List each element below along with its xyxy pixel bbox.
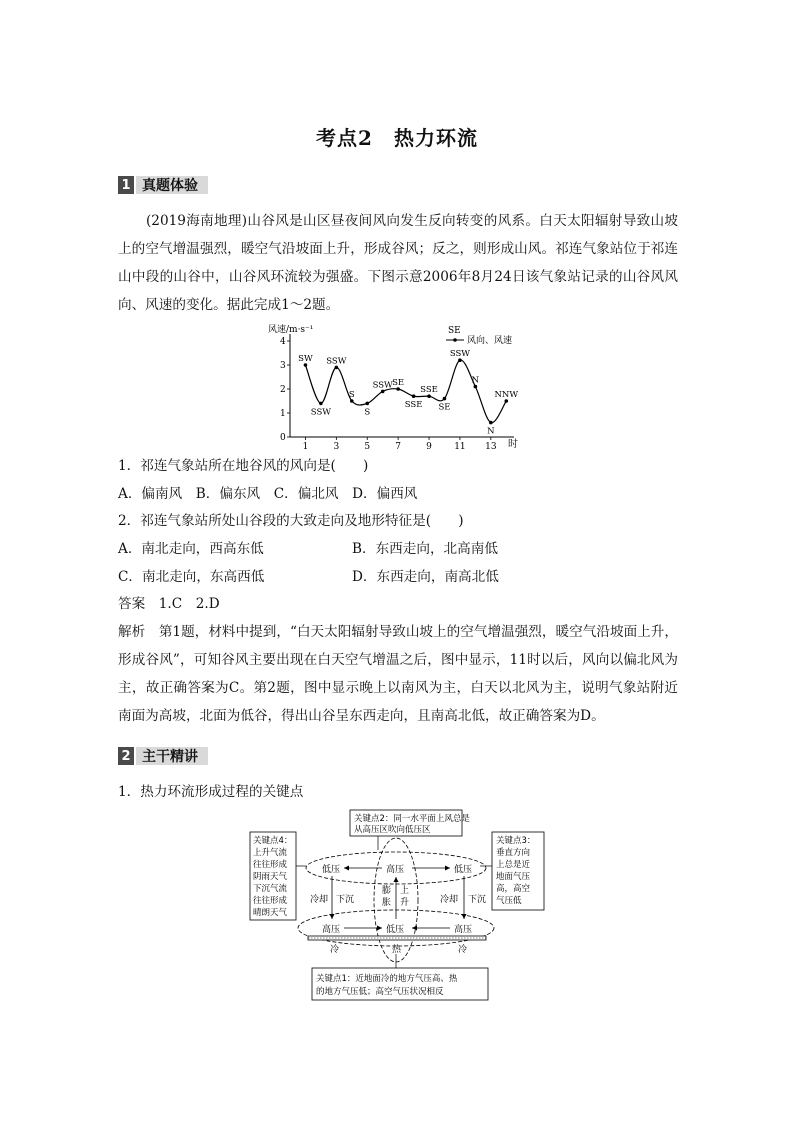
y-ticks: [280, 337, 290, 443]
key4-line1: 关键点4：: [253, 836, 293, 846]
section-header-1: [118, 174, 208, 196]
center-rise-2: 升: [400, 898, 410, 908]
direction-label: SW: [298, 354, 313, 364]
q2-option-d: D．东西走向，南高北低: [352, 569, 499, 585]
lower-left-pressure: 高压: [322, 925, 341, 935]
data-point: [365, 402, 369, 406]
direction-label: SSW: [326, 356, 347, 367]
section-number: 1: [118, 176, 134, 194]
x-ticks: [303, 437, 497, 450]
data-points: [298, 349, 518, 436]
x-tick-label: 5: [364, 442, 371, 450]
thermal-circulation-diagram: [248, 808, 548, 1004]
q2-option-b: B．东西走向，北高南低: [352, 541, 498, 557]
point-heading: 1．热力环流形成过程的关键点: [118, 784, 304, 800]
wind-chart: [262, 320, 532, 450]
section-number: 2: [118, 747, 134, 765]
key4-line3: 往往形成: [253, 860, 288, 870]
direction-label: SE: [392, 378, 405, 388]
section-label: 主干精讲: [136, 747, 208, 765]
wind-speed-line: [305, 360, 506, 423]
y-tick-label: 4: [280, 337, 286, 347]
q2-stem: 2．祁连气象站所处山谷段的大致走向及地形特征是( ): [118, 513, 464, 529]
key1-line2: 的地方气压低；高空气压状况相反: [316, 987, 444, 997]
left-cooling-label: 冷却: [310, 895, 329, 905]
lower-right-pressure: 高压: [454, 925, 473, 935]
direction-label: SSE: [404, 400, 423, 411]
direction-label: SSE: [420, 385, 438, 396]
center-rise-1: 上: [400, 886, 410, 896]
section-header-2: [118, 745, 208, 767]
y-tick-label: 0: [280, 433, 286, 443]
x-tick-label: 3: [333, 442, 340, 450]
legend: [446, 326, 512, 346]
q1-stem: 1．祁连气象站所在地谷风的风向是( ): [118, 458, 369, 474]
q2-option-c: C．南北走向，东高西低: [118, 569, 265, 585]
section-label: 真题体验: [136, 176, 208, 194]
ground-center-temp: 热: [392, 945, 402, 955]
x-tick-label: 11: [454, 442, 466, 450]
data-point: [443, 397, 447, 401]
lower-right-arrowhead: [412, 926, 417, 931]
direction-label: S: [348, 390, 355, 400]
right-cooling-label: 冷却: [440, 895, 459, 905]
left-sink-arrowhead: [330, 914, 335, 919]
key2-line1: 关键点2：同一水平面上风总是: [354, 814, 470, 824]
x-tick-label: 9: [426, 442, 432, 450]
direction-label: SSW: [372, 380, 393, 391]
q1-options: A．偏南风 B．偏东风 C．偏北风 D．偏西风: [118, 486, 418, 502]
answer-label: 答案: [118, 596, 146, 612]
key4-line4: 阴雨天气: [253, 872, 288, 882]
key4-line2: 上升气流: [253, 848, 288, 858]
direction-label: SSW: [449, 349, 471, 360]
x-tick-label: 13: [485, 442, 497, 450]
right-sink-arrowhead: [462, 914, 467, 919]
center-rise-arrowhead: [394, 877, 399, 882]
key3-line3: 上总是近: [496, 860, 531, 870]
y-tick-label: 2: [280, 385, 286, 395]
legend-symbol-label: SE: [448, 326, 461, 336]
intro-paragraph: [118, 207, 678, 319]
analysis-label: 解析: [118, 624, 146, 640]
direction-label: NNW: [494, 390, 519, 400]
y-tick-label: 1: [280, 409, 286, 419]
analysis-text: 第1题，材料中提到，“白天太阳辐射导致山坡上的空气增温强烈，暖空气沿坡面上升，形成谷风”，可知谷风主要出现在白天空气增温之后，图中显示，11时以后，风向以偏北风为主，故正确答案为C。第2题，图中显示晚上以南风为主，白天以北风为主，说明气象站附近南面为高坡，北面为低谷，得出山谷呈东西走向，且南高北低，故正确答案为D。: [118, 624, 678, 724]
direction-label: S: [364, 407, 371, 418]
direction-label: SE: [438, 402, 451, 413]
upper-right-arrowhead: [445, 866, 450, 871]
lower-center-pressure: 低压: [386, 925, 405, 935]
right-sinking-label: 下沉: [468, 895, 487, 905]
data-point: [319, 402, 323, 406]
key3-line1: 关键点3：: [496, 836, 536, 846]
key3-line6: 气压低: [496, 896, 522, 906]
key4-line7: 晴朗天气: [253, 908, 288, 918]
center-expand-2: 胀: [382, 898, 392, 908]
legend-dot: [453, 338, 457, 342]
intro-source: (2019海南地理): [146, 213, 248, 229]
key2-line2: 从高压区吹向低压区: [354, 825, 431, 835]
x-tick-label: 1: [302, 442, 309, 450]
ground-right-temp: 冷: [458, 945, 468, 955]
data-point: [412, 394, 416, 398]
left-sinking-label: 下沉: [336, 895, 355, 905]
data-point: [489, 421, 493, 425]
analysis-paragraph: [118, 618, 678, 730]
direction-label: N: [487, 426, 495, 437]
key1-line1: 关键点1：近地面冷的地方气压高、热: [316, 974, 458, 984]
lower-left-arrowhead: [377, 926, 382, 931]
direction-label: SSW: [310, 407, 332, 418]
center-expand-1: 膨: [382, 886, 392, 896]
key4-line6: 往往形成: [253, 896, 288, 906]
key3-line5: 高，高空: [496, 884, 531, 894]
key4-line5: 下沉气流: [253, 884, 288, 894]
upper-left-pressure: 低压: [322, 865, 341, 875]
upper-center-pressure: 高压: [386, 865, 405, 875]
key3-line2: 垂直方向: [496, 848, 531, 858]
answer-text: 1.C 2.D: [158, 596, 220, 612]
page-title: 考点2 热力环流: [316, 126, 478, 150]
upper-right-pressure: 低压: [454, 865, 473, 875]
answer: [118, 594, 220, 614]
x-axis-label: 时: [508, 439, 518, 450]
direction-label: N: [471, 375, 480, 386]
upper-left-arrowhead: [344, 866, 349, 871]
y-tick-label: 3: [280, 361, 286, 371]
key3-line4: 地面气压: [496, 872, 531, 882]
x-tick-label: 7: [395, 442, 402, 450]
ground-left-temp: 冷: [330, 945, 340, 955]
legend-text: 风向、风速: [467, 336, 513, 346]
y-axis-label: 风速/m·s⁻¹: [268, 325, 314, 335]
q2-option-a: A．南北走向，西高东低: [118, 541, 264, 557]
intro-text: 山谷风是山区昼夜间风向发生反向转变的风系。白天太阳辐射导致山坡上的空气增温强烈，暖空气沿坡面上升，形成谷风；反之，则形成山风。祁连气象站位于祁连山中段的山谷中，山谷风环流较为强盛。下图示意2006年8月24日该气象站记录的山谷风风向、风速的变化。据此完成1～2题。: [118, 213, 678, 313]
